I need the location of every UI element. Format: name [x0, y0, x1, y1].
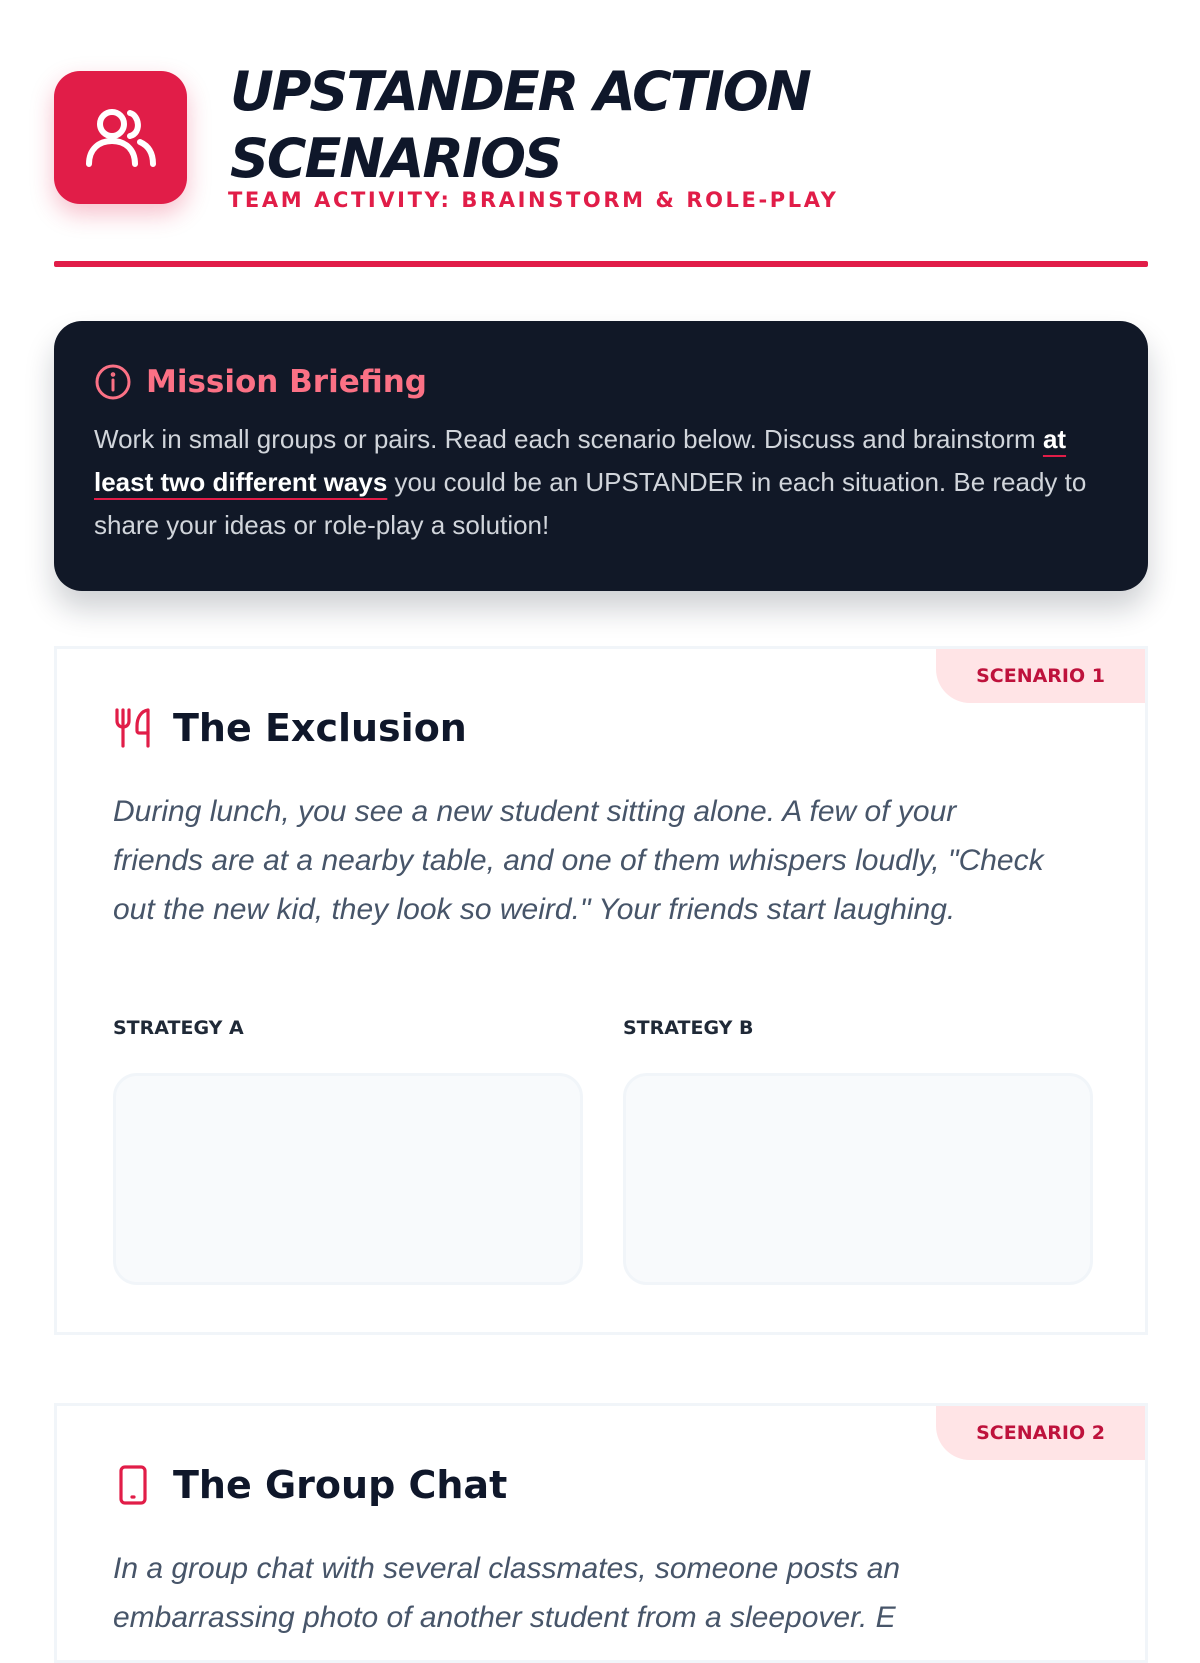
scenario-header [113, 1458, 507, 1512]
header-divider [54, 261, 1148, 267]
strategy-b [623, 1017, 1093, 1290]
scenario-badge: SCENARIO 2 [936, 1406, 1145, 1460]
strategy-a-label: STRATEGY A [113, 1017, 244, 1039]
strategy-a-input[interactable] [113, 1073, 583, 1285]
page-title: UPSTANDER ACTION SCENARIOS [230, 60, 810, 190]
briefing-highlight: at least two different ways [94, 424, 1067, 497]
briefing-header [94, 363, 1108, 401]
strategy-b-label: STRATEGY B [623, 1017, 754, 1039]
mission-briefing [54, 321, 1148, 591]
utensils-icon [113, 707, 153, 749]
logo-tile [54, 71, 187, 204]
briefing-text-start: Work in small groups or pairs. Read each scenario below. Discuss and brainstorm [94, 424, 1043, 454]
scenario-card [54, 1403, 1148, 1663]
scenario-description: During lunch, you see a new student sitting alone. A few of your friends are at a nearby table, and one of them whispers loudly, "Check out the new kid, they look so weird." Your friends start laughing. [113, 795, 1044, 926]
scenario-title: The Exclusion [173, 706, 467, 750]
scenario-description: In a group chat with several classmates, someone posts an embarrassing photo of another student from a sleepover. E [113, 1552, 901, 1634]
page-header [54, 58, 1148, 268]
users-icon [84, 106, 158, 170]
smartphone-icon [113, 1464, 153, 1506]
page-subtitle: TEAM ACTIVITY: BRAINSTORM & ROLE-PLAY [228, 188, 839, 212]
scenario-card [54, 646, 1148, 1335]
strategy-a [113, 1017, 583, 1290]
briefing-title: Mission Briefing [146, 364, 427, 400]
briefing-text-end: you could be an UPSTANDER in each situation. Be ready to share your ideas or role-play a solution! [94, 467, 1087, 540]
strategy-b-input[interactable] [623, 1073, 1093, 1285]
scenario-badge: SCENARIO 1 [936, 649, 1145, 703]
briefing-text [94, 418, 1104, 547]
info-icon [94, 363, 132, 401]
scenario-header [113, 701, 467, 755]
scenario-title: The Group Chat [173, 1463, 508, 1507]
